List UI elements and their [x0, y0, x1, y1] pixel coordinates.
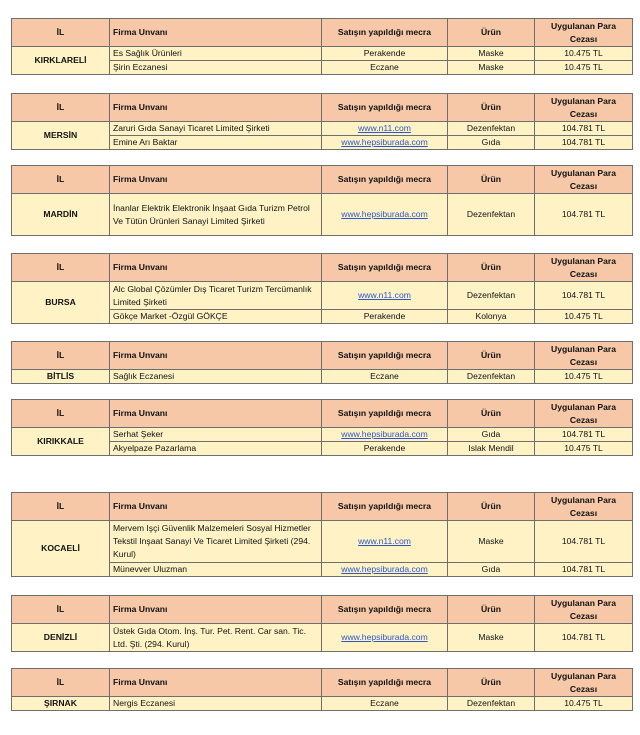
- header-row: [12, 254, 633, 282]
- header-il: İL: [12, 596, 110, 624]
- fine-amount: 10.475 TL: [535, 442, 633, 456]
- fine-amount: 10.475 TL: [535, 697, 633, 711]
- header-row: [12, 94, 633, 122]
- header-ceza: [535, 94, 633, 122]
- table-row: [12, 282, 633, 310]
- product: Dezenfektan: [448, 370, 535, 384]
- header-firma: Firma Unvanı: [110, 493, 322, 521]
- firm-name: Serhat Şeker: [110, 428, 322, 442]
- header-ceza: [535, 254, 633, 282]
- header-il: İL: [12, 94, 110, 122]
- fine-amount: 104.781 TL: [535, 122, 633, 136]
- channel-text: Eczane: [370, 698, 399, 708]
- table-row: [12, 370, 633, 384]
- header-mecra: Satışın yapıldığı mecra: [322, 493, 448, 521]
- sales-channel: [322, 282, 448, 310]
- firm-name: Akyelpaze Pazarlama: [110, 442, 322, 456]
- province-name: KIRIKKALE: [12, 428, 110, 456]
- header-mecra: Satışın yapıldığı mecra: [322, 166, 448, 194]
- table-row: [12, 697, 633, 711]
- province-table: [11, 595, 633, 652]
- header-ceza-line1: Uygulanan Para: [551, 343, 616, 354]
- province-table: [11, 399, 633, 456]
- table-row: [12, 624, 633, 652]
- fine-amount: 104.781 TL: [535, 428, 633, 442]
- sales-channel: [322, 122, 448, 136]
- firm-name: Mervem Işçi Güvenlik Malzemeleri Sosyal Hizmetler Tekstil Inşaat Sanayi Ve Ticaret Limited Şirketi (294. Kurul): [110, 521, 322, 563]
- province-table: [11, 165, 633, 236]
- firm-name: Şirin Eczanesi: [110, 61, 322, 75]
- firm-name: Üstek Gıda Otom. İnş. Tur. Pet. Rent. Car san. Tic. Ltd. Şti. (294. Kurul): [110, 624, 322, 652]
- fine-amount: 104.781 TL: [535, 194, 633, 236]
- fine-amount: 10.475 TL: [535, 61, 633, 75]
- firm-name: Gökçe Market -Özgül GÖKÇE: [110, 310, 322, 324]
- sales-channel: [322, 194, 448, 236]
- header-row: [12, 669, 633, 697]
- header-row: [12, 166, 633, 194]
- sales-channel: [322, 61, 448, 75]
- header-firma: Firma Unvanı: [110, 596, 322, 624]
- header-urun: Ürün: [448, 400, 535, 428]
- header-urun: Ürün: [448, 493, 535, 521]
- header-il: İL: [12, 166, 110, 194]
- header-urun: Ürün: [448, 342, 535, 370]
- province-name: KIRKLARELİ: [12, 47, 110, 75]
- header-il: İL: [12, 342, 110, 370]
- header-firma: Firma Unvanı: [110, 94, 322, 122]
- fine-amount: 10.475 TL: [535, 310, 633, 324]
- header-ceza: [535, 493, 633, 521]
- province-table: [11, 18, 633, 75]
- sales-channel: [322, 697, 448, 711]
- firm-name: Zaruri Gıda Sanayi Ticaret Limited Şirketi: [110, 122, 322, 136]
- header-il: İL: [12, 254, 110, 282]
- channel-link[interactable]: www.hepsiburada.com: [341, 429, 428, 439]
- channel-text: Eczane: [370, 62, 399, 72]
- product: Maske: [448, 47, 535, 61]
- sales-channel: [322, 428, 448, 442]
- header-row: [12, 400, 633, 428]
- sales-channel: [322, 624, 448, 652]
- sales-channel: [322, 563, 448, 577]
- province-name: MERSİN: [12, 122, 110, 150]
- firm-name: Sağlık Eczanesi: [110, 370, 322, 384]
- header-ceza: [535, 342, 633, 370]
- table-row: [12, 47, 633, 61]
- province-name: ŞIRNAK: [12, 697, 110, 711]
- header-urun: Ürün: [448, 254, 535, 282]
- province-table: [11, 341, 633, 384]
- header-mecra: Satışın yapıldığı mecra: [322, 669, 448, 697]
- header-urun: Ürün: [448, 596, 535, 624]
- product: Maske: [448, 624, 535, 652]
- channel-link[interactable]: www.n11.com: [358, 123, 411, 133]
- header-il: İL: [12, 493, 110, 521]
- header-firma: Firma Unvanı: [110, 669, 322, 697]
- province-table: [11, 492, 633, 577]
- header-il: İL: [12, 400, 110, 428]
- header-urun: Ürün: [448, 166, 535, 194]
- firm-name: Alc Global Çözümler Dış Ticaret Turizm Tercümanlık Limited Şirketi: [110, 282, 322, 310]
- header-mecra: Satışın yapıldığı mecra: [322, 19, 448, 47]
- header-mecra: Satışın yapıldığı mecra: [322, 342, 448, 370]
- table-row: [12, 122, 633, 136]
- channel-link[interactable]: www.hepsiburada.com: [341, 137, 428, 147]
- header-urun: Ürün: [448, 669, 535, 697]
- firm-name: Es Sağlık Ürünleri: [110, 47, 322, 61]
- product: Gıda: [448, 428, 535, 442]
- channel-text: Perakende: [363, 311, 406, 321]
- product: Gıda: [448, 136, 535, 150]
- firm-name: Emine Arı Baktar: [110, 136, 322, 150]
- header-firma: Firma Unvanı: [110, 400, 322, 428]
- product: Dezenfektan: [448, 697, 535, 711]
- channel-link[interactable]: www.n11.com: [358, 536, 411, 546]
- product: Maske: [448, 521, 535, 563]
- sales-channel: [322, 370, 448, 384]
- header-ceza: [535, 166, 633, 194]
- fine-amount: 104.781 TL: [535, 563, 633, 577]
- province-name: BURSA: [12, 282, 110, 324]
- channel-link[interactable]: www.hepsiburada.com: [341, 632, 428, 642]
- product: Gıda: [448, 563, 535, 577]
- header-row: [12, 19, 633, 47]
- table-row: [12, 428, 633, 442]
- header-ceza-line2: Cezası: [569, 356, 598, 367]
- product: Dezenfektan: [448, 122, 535, 136]
- header-firma: Firma Unvanı: [110, 342, 322, 370]
- table-row: [12, 194, 633, 236]
- province-table: [11, 93, 633, 150]
- fine-amount: 104.781 TL: [535, 521, 633, 563]
- header-ceza: [535, 400, 633, 428]
- channel-link[interactable]: www.hepsiburada.com: [341, 209, 428, 219]
- header-ceza-line2: Cezası: [569, 610, 598, 621]
- header-row: [12, 342, 633, 370]
- product: Kolonya: [448, 310, 535, 324]
- fine-amount: 104.781 TL: [535, 282, 633, 310]
- channel-link[interactable]: www.hepsiburada.com: [341, 564, 428, 574]
- header-ceza-line2: Cezası: [569, 507, 598, 518]
- header-urun: Ürün: [448, 19, 535, 47]
- header-mecra: Satışın yapıldığı mecra: [322, 94, 448, 122]
- firm-name: İnanlar Elektrik Elektronik İnşaat Gıda Turizm Petrol Ve Tütün Ürünleri Sanayi Limited Şirketi: [110, 194, 322, 236]
- header-ceza-line1: Uygulanan Para: [551, 401, 616, 412]
- header-ceza-line1: Uygulanan Para: [551, 494, 616, 505]
- table-row: [12, 521, 633, 563]
- fine-amount: 10.475 TL: [535, 47, 633, 61]
- province-name: MARDİN: [12, 194, 110, 236]
- channel-text: Eczane: [370, 371, 399, 381]
- header-ceza-line1: Uygulanan Para: [551, 255, 616, 266]
- header-firma: Firma Unvanı: [110, 254, 322, 282]
- sales-channel: [322, 136, 448, 150]
- firm-name: Münevver Uluzman: [110, 563, 322, 577]
- header-ceza-line1: Uygulanan Para: [551, 20, 616, 31]
- sales-channel: [322, 47, 448, 61]
- header-ceza-line1: Uygulanan Para: [551, 95, 616, 106]
- fine-amount: 104.781 TL: [535, 624, 633, 652]
- province-table: [11, 253, 633, 324]
- header-mecra: Satışın yapıldığı mecra: [322, 400, 448, 428]
- header-mecra: Satışın yapıldığı mecra: [322, 254, 448, 282]
- header-il: İL: [12, 669, 110, 697]
- channel-link[interactable]: www.n11.com: [358, 290, 411, 300]
- province-table: [11, 668, 633, 711]
- product: Dezenfektan: [448, 194, 535, 236]
- fine-amount: 104.781 TL: [535, 136, 633, 150]
- header-ceza-line1: Uygulanan Para: [551, 670, 616, 681]
- header-ceza: [535, 19, 633, 47]
- header-ceza-line2: Cezası: [569, 414, 598, 425]
- province-name: BİTLİS: [12, 370, 110, 384]
- fine-amount: 10.475 TL: [535, 370, 633, 384]
- header-mecra: Satışın yapıldığı mecra: [322, 596, 448, 624]
- channel-text: Perakende: [363, 48, 406, 58]
- province-name: DENİZLİ: [12, 624, 110, 652]
- header-ceza-line2: Cezası: [569, 108, 598, 119]
- header-ceza-line2: Cezası: [569, 268, 598, 279]
- product: Dezenfektan: [448, 282, 535, 310]
- header-urun: Ürün: [448, 94, 535, 122]
- header-ceza-line2: Cezası: [569, 33, 598, 44]
- header-ceza-line2: Cezası: [569, 180, 598, 191]
- sales-channel: [322, 521, 448, 563]
- firm-name: Nergis Eczanesi: [110, 697, 322, 711]
- sales-channel: [322, 310, 448, 324]
- channel-text: Perakende: [363, 443, 406, 453]
- product: Maske: [448, 61, 535, 75]
- header-ceza-line2: Cezası: [569, 683, 598, 694]
- header-ceza-line1: Uygulanan Para: [551, 597, 616, 608]
- header-il: İL: [12, 19, 110, 47]
- header-ceza-line1: Uygulanan Para: [551, 167, 616, 178]
- header-ceza: [535, 596, 633, 624]
- header-row: [12, 493, 633, 521]
- product: Islak Mendil: [448, 442, 535, 456]
- header-ceza: [535, 669, 633, 697]
- header-firma: Firma Unvanı: [110, 166, 322, 194]
- header-row: [12, 596, 633, 624]
- sales-channel: [322, 442, 448, 456]
- header-firma: Firma Unvanı: [110, 19, 322, 47]
- province-name: KOCAELİ: [12, 521, 110, 577]
